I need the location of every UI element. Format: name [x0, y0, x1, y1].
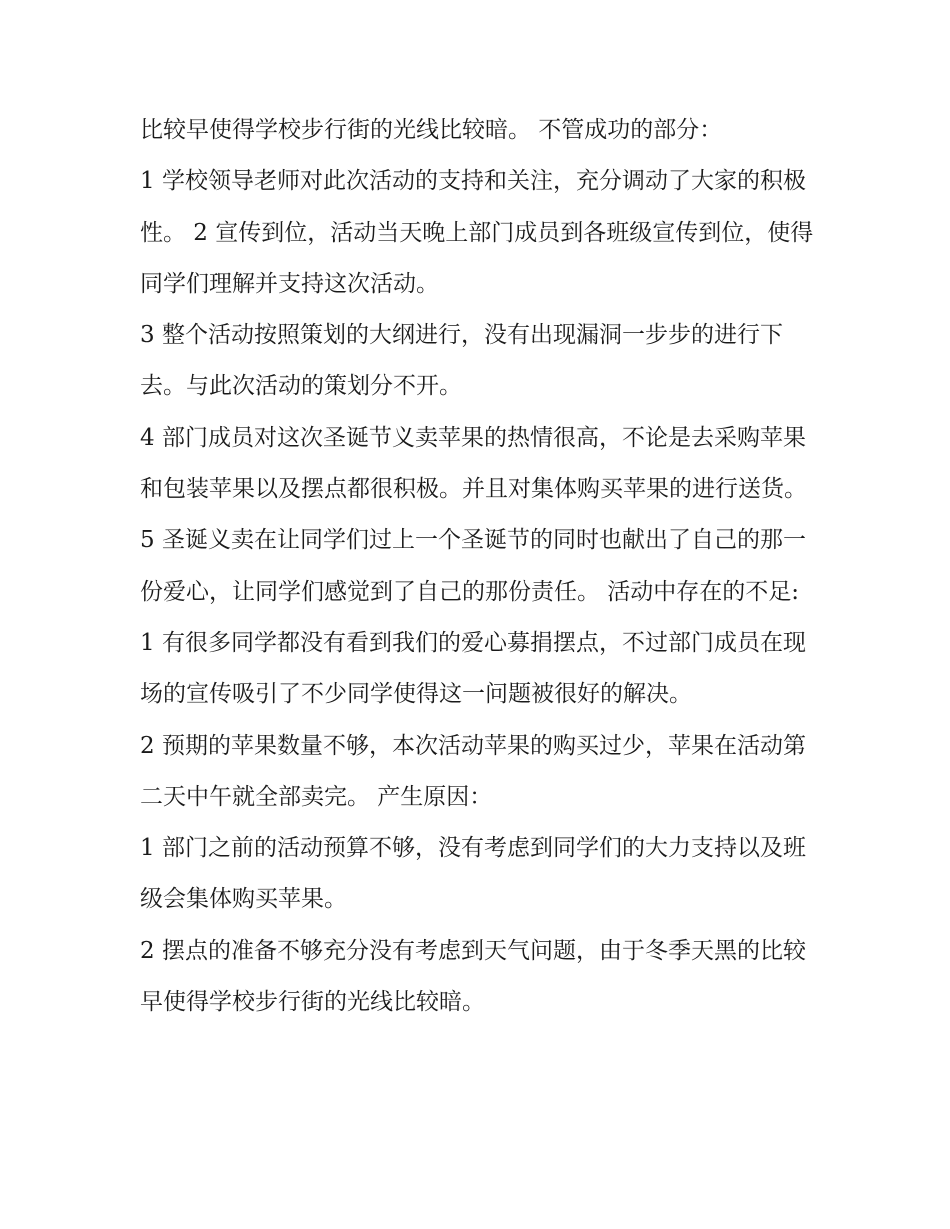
paragraph-4: 4 部门成员对这次圣诞节义卖苹果的热情很高，不论是去采购苹果和包装苹果以及摆点都很积极。并且对集体购买苹果的进行送货。 — [140, 424, 807, 503]
document-body — [140, 105, 820, 1028]
paragraph-2: 1 学校领导老师对此次活动的支持和关注，充分调动了大家的积极性。 2 宣传到位，活动当天晚上部门成员到各班级宣传到位，使得同学们理解并支持这次活动。 — [140, 168, 814, 297]
paragraph-8: 1 部门之前的活动预算不够，没有考虑到同学们的大力支持以及班级会集体购买苹果。 — [140, 835, 806, 913]
paragraph-6: 1 有很多同学都没有看到我们的爱心募捐摆点，不过部门成员在现场的宣传吸引了不少同学使得这一问题被很好的解决。 — [140, 629, 806, 708]
paragraph-5: 5 圣诞义卖在让同学们过上一个圣诞节的同时也献出了自己的那一份爱心，让同学们感觉到了自己的那份责任。 活动中存在的不足: — [140, 527, 806, 605]
paragraph-3: 3 整个活动按照策划的大纲进行，没有出现漏洞一步步的进行下去。与此次活动的策划分不开。 — [140, 322, 783, 400]
paragraph-1: 比较早使得学校步行街的光线比较暗。 不管成功的部分： — [140, 117, 723, 143]
paragraph-7: 2 预期的苹果数量不够，本次活动苹果的购买过少，苹果在活动第二天中午就全部卖完。 产生原因： — [140, 732, 806, 810]
paragraph-9: 2 摆点的准备不够充分没有考虑到天气问题，由于冬季天黑的比较早使得学校步行街的光线比较暗。 — [140, 937, 806, 1016]
